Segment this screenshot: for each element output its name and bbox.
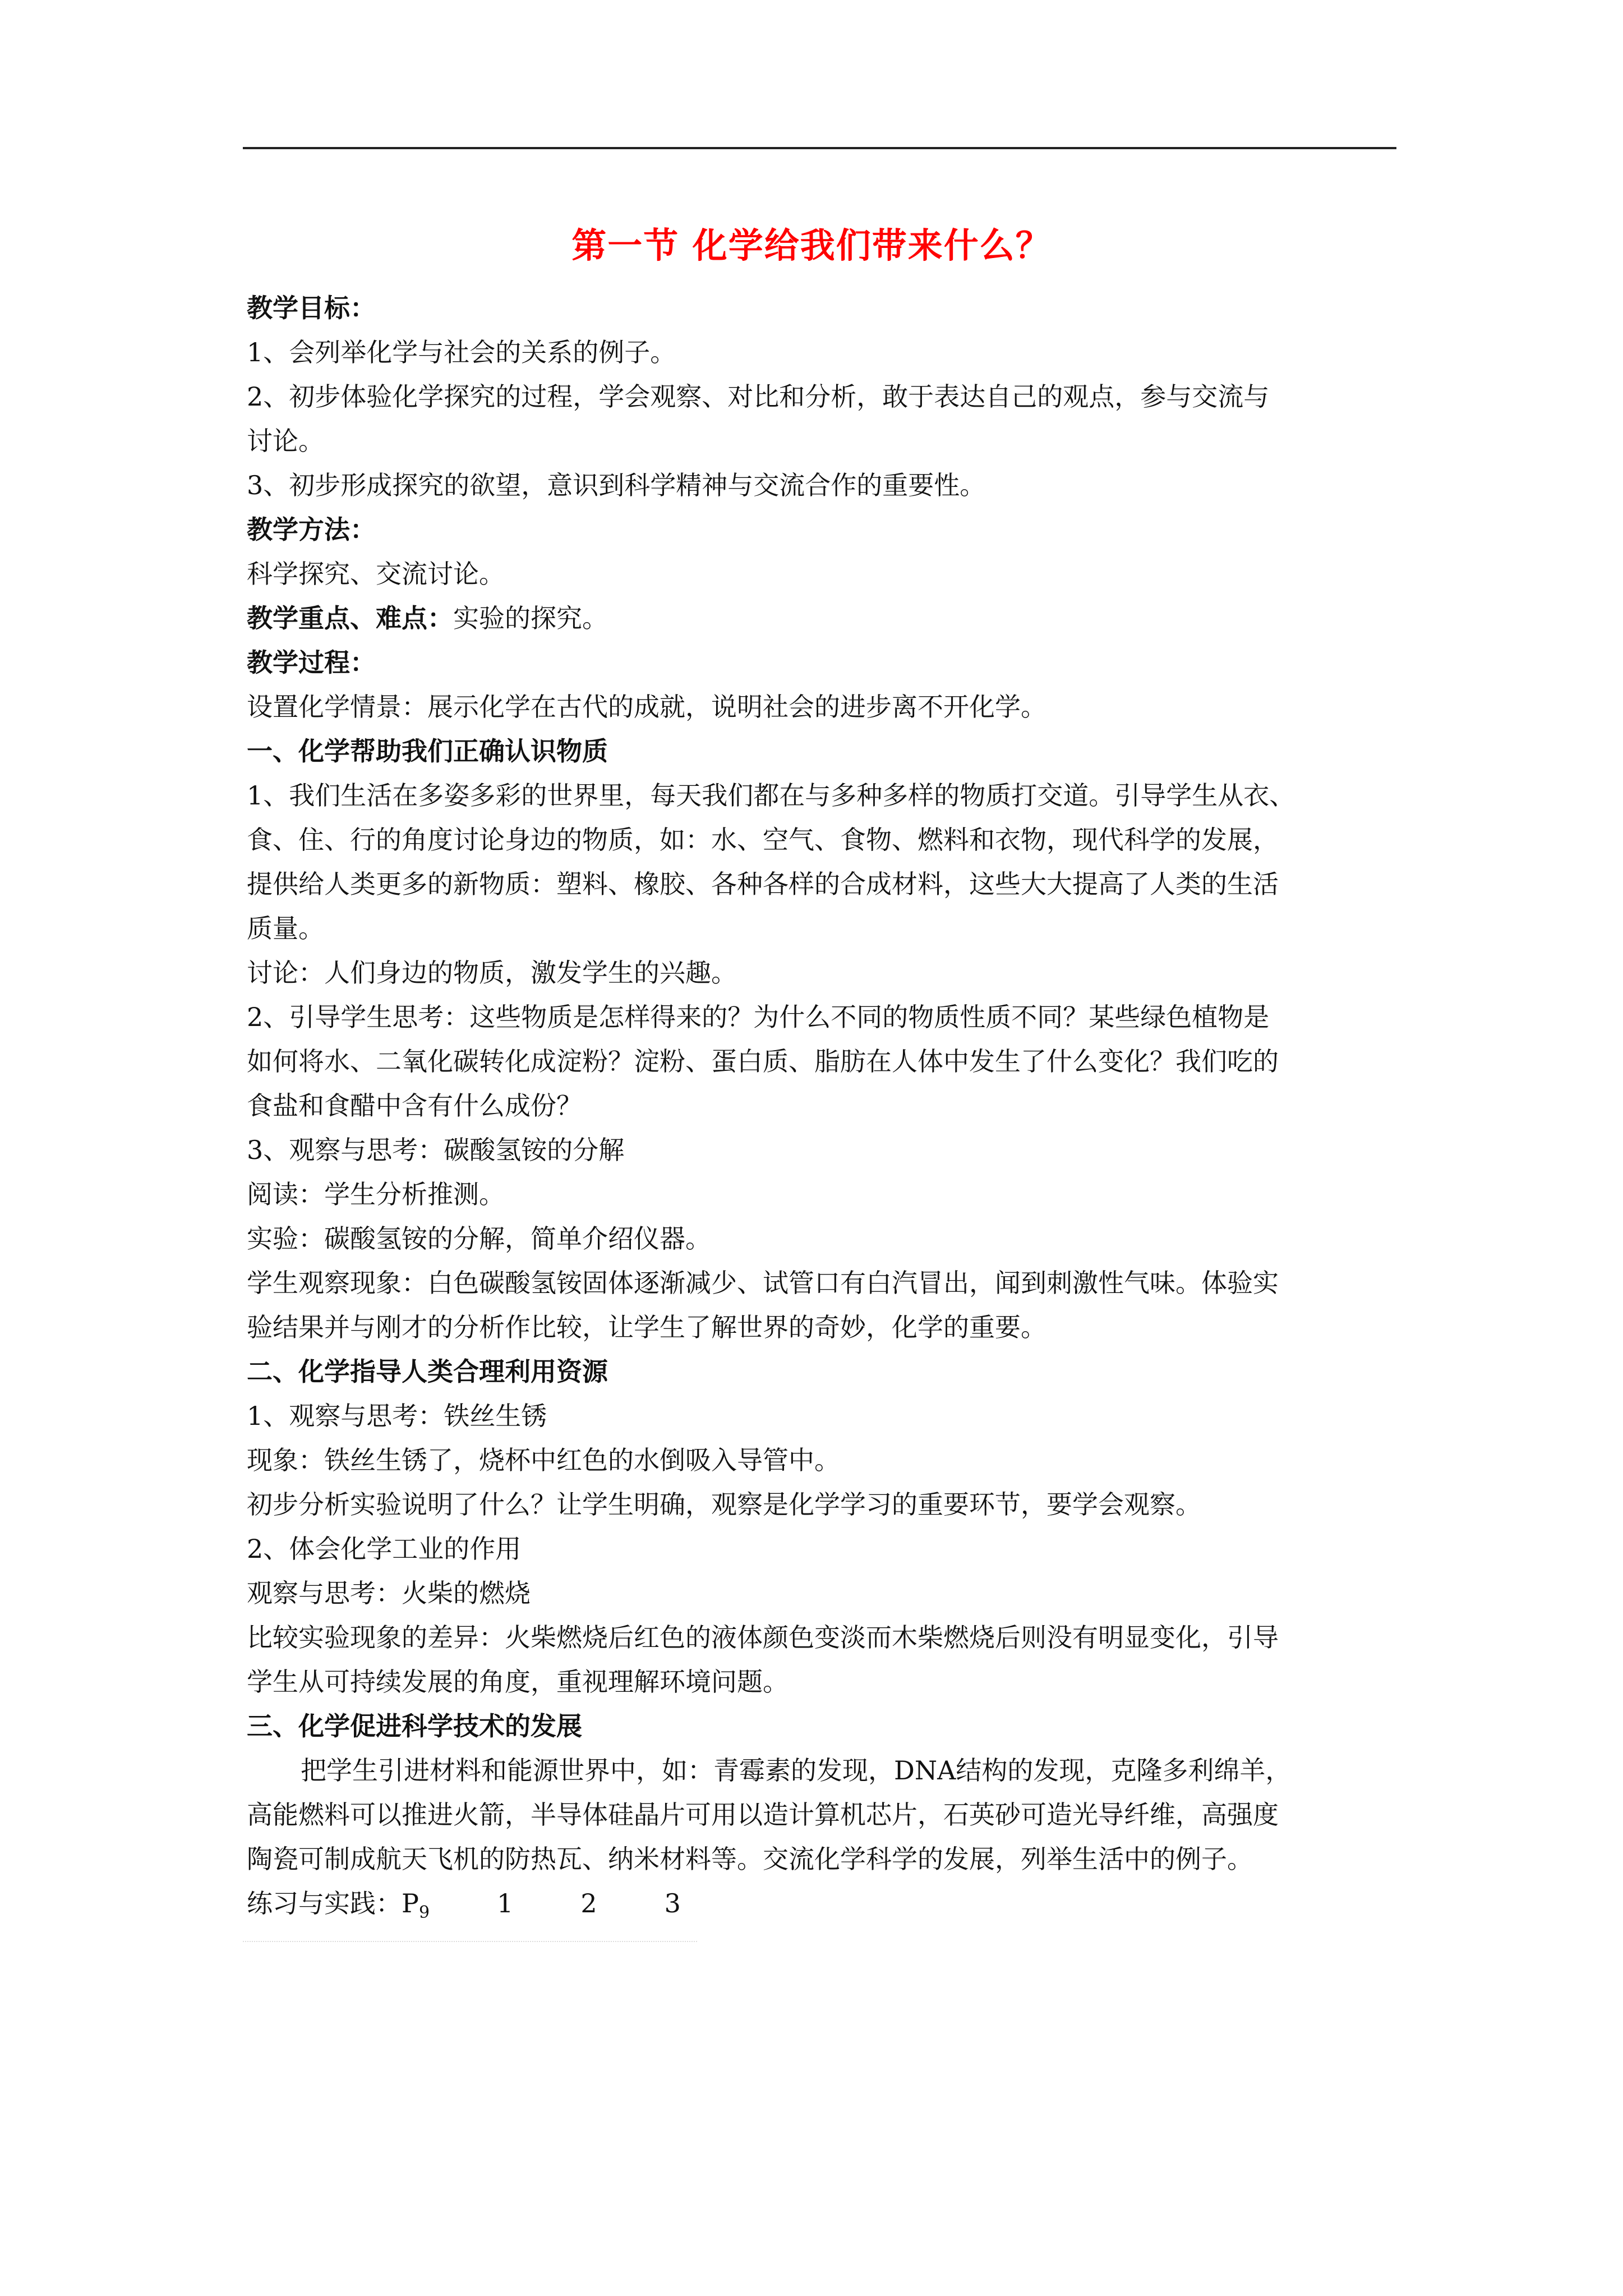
- part2-line: 初步分析实验说明了什么？让学生明确，观察是化学学习的重要环节，要学会观察。: [247, 1489, 1201, 1520]
- part1-line: 提供给人类更多的新物质：塑料、橡胶、各种各样的合成材料，这些大大提高了人类的生活: [247, 869, 1279, 899]
- document-body: [247, 286, 1396, 1935]
- part2-line: 观察与思考：火柴的燃烧: [247, 1578, 531, 1608]
- goal-line: 3、初步形成探究的欲望，意识到科学精神与交流合作的重要性。: [247, 470, 986, 500]
- part3-line: 把学生引进材料和能源世界中，如：青霉素的发现，DNA结构的发现，克隆多利绵羊，: [301, 1755, 1292, 1786]
- part2-line: 现象：铁丝生锈了，烧杯中红色的水倒吸入导管中。: [247, 1445, 840, 1475]
- part2-line: 2、体会化学工业的作用: [247, 1534, 522, 1564]
- part2-line: 比较实验现象的差异：火柴燃烧后红色的液体颜色变淡而木柴燃烧后则没有明显变化，引导: [247, 1622, 1279, 1653]
- goal-line: 2、初步体验化学探究的过程，学会观察、对比和分析，敢于表达自己的观点，参与交流与: [247, 381, 1270, 412]
- part1-line: 质量。: [247, 913, 324, 944]
- header-rule: [243, 147, 1396, 149]
- practice-item: 1: [497, 1888, 514, 1918]
- part1-line: 2、引导学生思考：这些物质是怎样得来的？为什么不同的物质性质不同？某些绿色植物是: [247, 1002, 1270, 1032]
- key-points-text: 实验的探究。: [453, 603, 608, 633]
- part1-line: 食盐和食醋中含有什么成份？: [247, 1091, 582, 1121]
- intro-text: 设置化学情景：展示化学在古代的成就，说明社会的进步离不开化学。: [247, 692, 1046, 722]
- part1-line: 3、观察与思考：碳酸氢铵的分解: [247, 1135, 625, 1165]
- part1-line: 讨论：人们身边的物质，激发学生的兴趣。: [247, 958, 737, 988]
- part1-line: 食、住、行的角度讨论身边的物质，如：水、空气、食物、燃料和衣物，现代科学的发展，: [247, 825, 1279, 855]
- methods-heading: 教学方法：: [247, 514, 376, 545]
- methods-text: 科学探究、交流讨论。: [247, 559, 505, 589]
- part1-line: 1、我们生活在多姿多彩的世界里，每天我们都在与多种多样的物质打交道。引导学生从衣、: [247, 780, 1295, 811]
- practice-label: 练习与实践：P: [247, 1888, 419, 1918]
- part2-line: 学生从可持续发展的角度，重视理解环境问题。: [247, 1667, 789, 1697]
- part3-heading: 三、化学促进科学技术的发展: [247, 1711, 582, 1741]
- practice-line: [247, 1881, 1396, 1935]
- part1-line: 学生观察现象：白色碳酸氢铵固体逐渐减少、试管口有白汽冒出，闻到刺激性气味。体验实: [247, 1268, 1279, 1298]
- part1-heading: 一、化学帮助我们正确认识物质: [247, 736, 608, 766]
- practice-page-subscript: 9: [418, 1903, 430, 1923]
- part3-line: 陶瓷可制成航天飞机的防热瓦、纳米材料等。交流化学科学的发展，列举生活中的例子。: [247, 1844, 1253, 1874]
- footer-rule: [243, 1941, 697, 1942]
- part2-line: 1、观察与思考：铁丝生锈: [247, 1401, 547, 1431]
- key-points-heading: 教学重点、难点：: [247, 603, 453, 633]
- part1-line: 阅读：学生分析推测。: [247, 1179, 505, 1209]
- key-points-line: [247, 596, 1396, 641]
- goal-line: 讨论。: [247, 426, 324, 456]
- part3-line: 高能燃料可以推进火箭，半导体硅晶片可用以造计算机芯片，石英砂可造光导纤维，高强度: [247, 1800, 1279, 1830]
- goals-heading: 教学目标：: [247, 293, 376, 323]
- practice-item: 2: [580, 1888, 597, 1918]
- goal-line: 1、会列举化学与社会的关系的例子。: [247, 337, 676, 367]
- page-title: 第一节 化学给我们带来什么？: [571, 225, 1052, 266]
- practice-item: 3: [664, 1888, 681, 1918]
- part1-line: 实验：碳酸氢铵的分解，简单介绍仪器。: [247, 1223, 711, 1254]
- process-heading: 教学过程：: [247, 647, 376, 678]
- part1-line: 验结果并与刚才的分析作比较，让学生了解世界的奇妙，化学的重要。: [247, 1312, 1046, 1342]
- part2-heading: 二、化学指导人类合理利用资源: [247, 1356, 608, 1387]
- part1-line: 如何将水、二氧化碳转化成淀粉？淀粉、蛋白质、脂肪在人体中发生了什么变化？我们吃的: [247, 1046, 1279, 1076]
